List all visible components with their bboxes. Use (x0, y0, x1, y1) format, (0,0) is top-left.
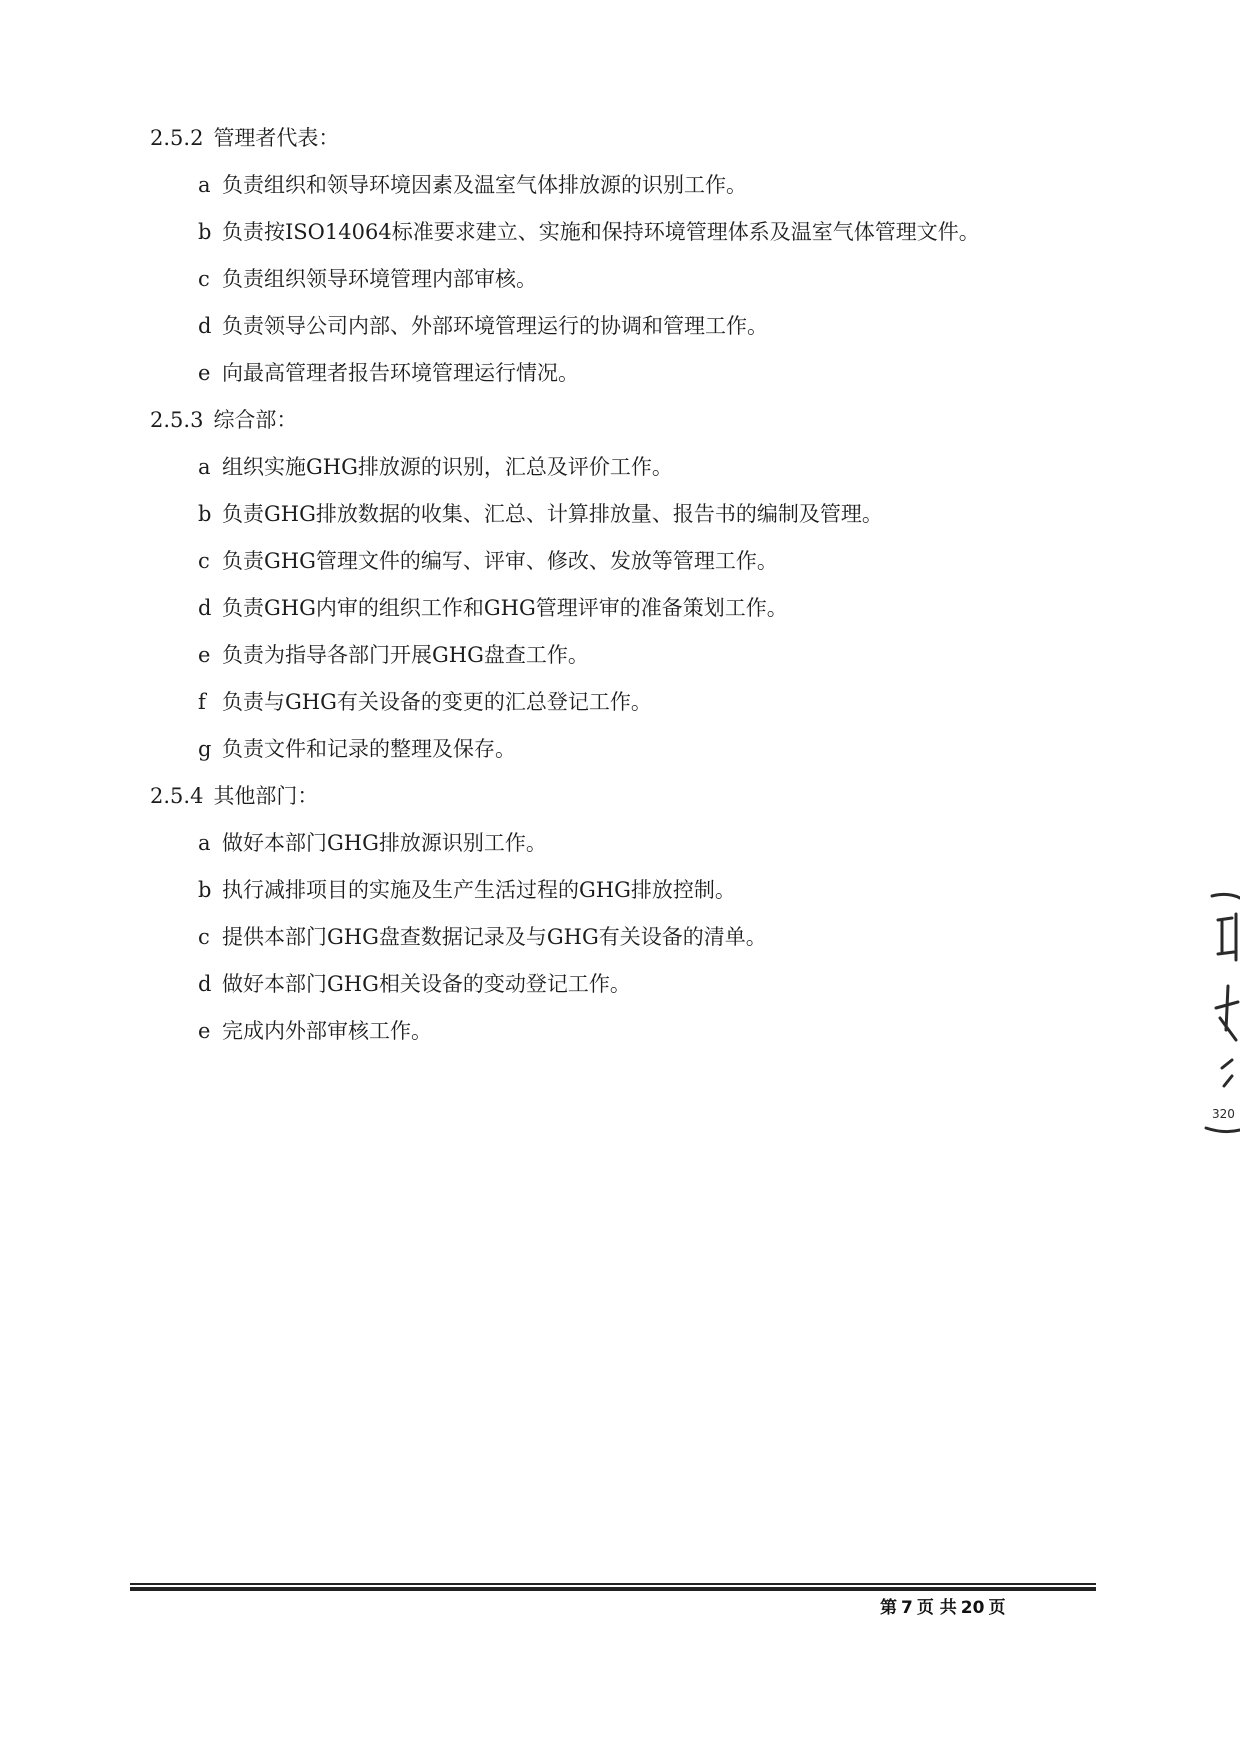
section-2-5-3 (150, 406, 1110, 763)
item-marker: f (198, 690, 206, 714)
list-item (198, 312, 1110, 340)
page-suffix: 页 (988, 1598, 1006, 1618)
item-marker: e (198, 361, 211, 385)
section-number: 2.5.3 (150, 408, 204, 432)
svg-text:320: 320 (1212, 1107, 1235, 1121)
item-marker: b (198, 502, 212, 526)
item-marker: c (198, 267, 210, 291)
page-prefix: 第 (880, 1598, 897, 1618)
section-number: 2.5.2 (150, 126, 204, 150)
item-marker: a (198, 831, 211, 855)
item-text: 负责与GHG有关设备的变更的汇总登记工作。 (222, 690, 652, 714)
list-item (198, 970, 1110, 998)
item-marker: c (198, 549, 210, 573)
section-title: 综合部： (213, 408, 298, 432)
item-text: 做好本部门GHG相关设备的变动登记工作。 (222, 972, 631, 996)
item-text: 负责文件和记录的整理及保存。 (222, 737, 516, 761)
list-item (198, 547, 1110, 575)
section-title: 管理者代表： (213, 126, 340, 150)
page-mid: 页 共 (916, 1598, 957, 1618)
item-text: 组织实施GHG排放源的识别，汇总及评价工作。 (222, 455, 673, 479)
item-marker: d (198, 314, 212, 338)
total-pages: 20 (960, 1598, 985, 1618)
section-2-5-2 (150, 124, 1110, 387)
list-item (198, 688, 1110, 716)
item-marker: e (198, 643, 211, 667)
item-text: 负责为指导各部门开展GHG盘查工作。 (222, 643, 589, 667)
item-text: 完成内外部审核工作。 (222, 1019, 432, 1043)
item-text: 做好本部门GHG排放源识别工作。 (222, 831, 547, 855)
section-heading (150, 782, 1110, 810)
seal-fragment-icon (1192, 890, 1240, 1140)
item-marker: d (198, 596, 212, 620)
section-heading (150, 124, 1110, 152)
list-item (198, 453, 1110, 481)
list-item (198, 359, 1110, 387)
list-item (198, 641, 1110, 669)
list-item (198, 500, 1110, 528)
item-text: 负责GHG管理文件的编写、评审、修改、发放等管理工作。 (222, 549, 778, 573)
page-content (150, 124, 1110, 1064)
list-item (198, 594, 1110, 622)
item-marker: d (198, 972, 212, 996)
item-marker: a (198, 455, 211, 479)
section-heading (150, 406, 1110, 434)
item-text: 向最高管理者报告环境管理运行情况。 (222, 361, 579, 385)
item-text: 负责GHG内审的组织工作和GHG管理评审的准备策划工作。 (222, 596, 788, 620)
item-text: 负责组织领导环境管理内部审核。 (222, 267, 537, 291)
item-marker: b (198, 878, 212, 902)
section-number: 2.5.4 (150, 784, 204, 808)
section-2-5-4 (150, 782, 1110, 1045)
list-item (198, 218, 1110, 246)
item-text: 负责按ISO14064标准要求建立、实施和保持环境管理体系及温室气体管理文件。 (222, 220, 980, 244)
section-title: 其他部门： (213, 784, 319, 808)
list-item (198, 1017, 1110, 1045)
item-marker: c (198, 925, 210, 949)
list-item (198, 923, 1110, 951)
list-item (198, 829, 1110, 857)
page-number (880, 1596, 1009, 1620)
footer-divider (130, 1583, 1096, 1591)
item-text: 负责组织和领导环境因素及温室气体排放源的识别工作。 (222, 173, 747, 197)
item-text: 执行减排项目的实施及生产生活过程的GHG排放控制。 (222, 878, 736, 902)
current-page: 7 (901, 1598, 913, 1618)
list-item (198, 171, 1110, 199)
item-marker: a (198, 173, 211, 197)
list-item (198, 735, 1110, 763)
item-marker: e (198, 1019, 211, 1043)
item-text: 提供本部门GHG盘查数据记录及与GHG有关设备的清单。 (222, 925, 767, 949)
item-text: 负责GHG排放数据的收集、汇总、计算排放量、报告书的编制及管理。 (222, 502, 883, 526)
list-item (198, 876, 1110, 904)
item-marker: g (198, 737, 212, 761)
list-item (198, 265, 1110, 293)
item-marker: b (198, 220, 212, 244)
item-text: 负责领导公司内部、外部环境管理运行的协调和管理工作。 (222, 314, 768, 338)
